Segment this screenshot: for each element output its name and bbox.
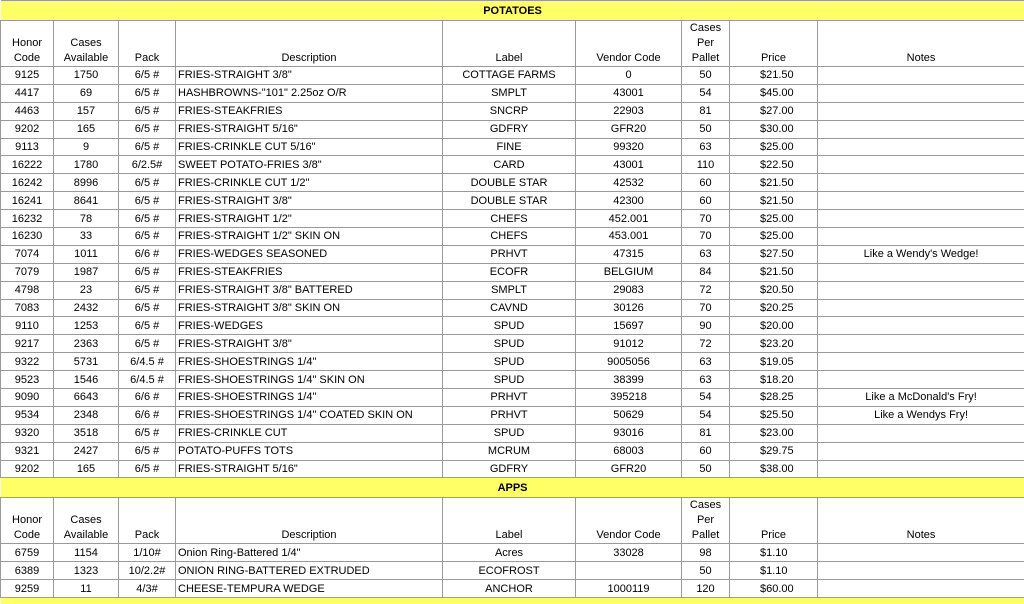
cell-cases-per-pallet: 50 xyxy=(682,120,730,138)
cell-price: $28.25 xyxy=(730,389,818,407)
cell-pack: 6/6 # xyxy=(119,389,176,407)
cell-label: COTTAGE FARMS xyxy=(443,67,576,85)
cell-label: PRHVT xyxy=(443,245,576,263)
cell-cases-available: 23 xyxy=(54,281,119,299)
section-title: POTATOES xyxy=(1,1,1024,21)
cell-notes xyxy=(818,156,1024,174)
cell-vendor-code: 50629 xyxy=(576,406,682,424)
cell-vendor-code: 9005056 xyxy=(576,353,682,371)
cell-honor-code: 16230 xyxy=(1,228,54,246)
cell-pack: 6/5 # xyxy=(119,84,176,102)
cell-vendor-code: 29083 xyxy=(576,281,682,299)
table-row xyxy=(1,299,1024,317)
cell-vendor-code: 452.001 xyxy=(576,210,682,228)
cell-label: ANCHOR xyxy=(443,580,576,598)
cell-label: PRHVT xyxy=(443,406,576,424)
cell-pack: 6/5 # xyxy=(119,299,176,317)
table-row xyxy=(1,192,1024,210)
cell-notes xyxy=(818,299,1024,317)
cell-vendor-code: GFR20 xyxy=(576,120,682,138)
cell-cases-per-pallet: 50 xyxy=(682,562,730,580)
cell-price: $19.05 xyxy=(730,353,818,371)
cell-cases-per-pallet: 63 xyxy=(682,138,730,156)
cell-label: GDFRY xyxy=(443,460,576,478)
cell-description: FRIES-CRINKLE CUT xyxy=(176,424,443,442)
cell-pack: 6/5 # xyxy=(119,67,176,85)
cell-description: FRIES-STRAIGHT 5/16" xyxy=(176,460,443,478)
table-row xyxy=(1,460,1024,478)
cell-label: ECOFROST xyxy=(443,562,576,580)
header-pack: Pack xyxy=(119,498,176,544)
header-label: Label xyxy=(443,498,576,544)
cell-notes xyxy=(818,580,1024,598)
cell-vendor-code: 93016 xyxy=(576,424,682,442)
cell-description: CHEESE-TEMPURA WEDGE xyxy=(176,580,443,598)
cell-description: FRIES-STRAIGHT 3/8" xyxy=(176,67,443,85)
header-honor-code: Honor Code xyxy=(1,498,54,544)
cell-description: FRIES-CRINKLE CUT 1/2" xyxy=(176,174,443,192)
header-cases-per-pallet: Cases Per Pallet xyxy=(682,21,730,67)
cell-notes xyxy=(818,192,1024,210)
cell-pack: 1/10# xyxy=(119,544,176,562)
header-cases-per-pallet: Cases Per Pallet xyxy=(682,498,730,544)
cell-honor-code: 6389 xyxy=(1,562,54,580)
cell-cases-available: 1987 xyxy=(54,263,119,281)
cell-cases-per-pallet: 90 xyxy=(682,317,730,335)
cell-cases-available: 78 xyxy=(54,210,119,228)
cell-notes xyxy=(818,335,1024,353)
cell-label: SPUD xyxy=(443,371,576,389)
cell-pack: 6/5 # xyxy=(119,210,176,228)
cell-label: CAVND xyxy=(443,299,576,317)
cell-notes xyxy=(818,544,1024,562)
cell-pack: 10/2.2# xyxy=(119,562,176,580)
cell-price: $20.00 xyxy=(730,317,818,335)
cell-cases-per-pallet: 50 xyxy=(682,67,730,85)
cell-cases-available: 165 xyxy=(54,120,119,138)
cell-cases-per-pallet: 63 xyxy=(682,245,730,263)
cell-label: SNCRP xyxy=(443,102,576,120)
header-price: Price xyxy=(730,498,818,544)
cell-cases-available: 165 xyxy=(54,460,119,478)
cell-price: $25.00 xyxy=(730,138,818,156)
cell-cases-available: 8641 xyxy=(54,192,119,210)
cell-label: SMPLT xyxy=(443,281,576,299)
cell-honor-code: 9125 xyxy=(1,67,54,85)
cell-notes xyxy=(818,353,1024,371)
table-row xyxy=(1,424,1024,442)
table-row xyxy=(1,84,1024,102)
cell-vendor-code: 43001 xyxy=(576,156,682,174)
header-description: Description xyxy=(176,21,443,67)
table-row xyxy=(1,442,1024,460)
cell-price: $25.00 xyxy=(730,228,818,246)
cell-description: FRIES-SHOESTRINGS 1/4" xyxy=(176,389,443,407)
cell-pack: 6/5 # xyxy=(119,120,176,138)
cell-price: $25.00 xyxy=(730,210,818,228)
cell-vendor-code: 38399 xyxy=(576,371,682,389)
header-cases-available: Cases Available xyxy=(54,498,119,544)
cell-honor-code: 16242 xyxy=(1,174,54,192)
cell-description: FRIES-STEAKFRIES xyxy=(176,102,443,120)
cell-vendor-code: 22903 xyxy=(576,102,682,120)
cell-description: SWEET POTATO-FRIES 3/8" xyxy=(176,156,443,174)
cell-honor-code: 4798 xyxy=(1,281,54,299)
cell-price: $1.10 xyxy=(730,562,818,580)
cell-description: FRIES-STRAIGHT 1/2" SKIN ON xyxy=(176,228,443,246)
cell-price: $21.50 xyxy=(730,263,818,281)
header-pack: Pack xyxy=(119,21,176,67)
cell-pack: 6/5 # xyxy=(119,460,176,478)
table-row xyxy=(1,371,1024,389)
table-row xyxy=(1,138,1024,156)
cell-honor-code: 9534 xyxy=(1,406,54,424)
cell-description: ONION RING-BATTERED EXTRUDED xyxy=(176,562,443,580)
cell-pack: 4/3# xyxy=(119,580,176,598)
header-vendor-code: Vendor Code xyxy=(576,21,682,67)
cell-vendor-code: 453.001 xyxy=(576,228,682,246)
cell-description: FRIES-STEAKFRIES xyxy=(176,263,443,281)
cell-price: $22.50 xyxy=(730,156,818,174)
cell-notes: Like a Wendys Fry! xyxy=(818,406,1024,424)
cell-honor-code: 9113 xyxy=(1,138,54,156)
cell-cases-available: 1546 xyxy=(54,371,119,389)
cell-description: Onion Ring-Battered 1/4" xyxy=(176,544,443,562)
cell-cases-per-pallet: 120 xyxy=(682,580,730,598)
cell-cases-per-pallet: 50 xyxy=(682,460,730,478)
cell-honor-code: 9321 xyxy=(1,442,54,460)
cell-honor-code: 9090 xyxy=(1,389,54,407)
cell-vendor-code: 68003 xyxy=(576,442,682,460)
cell-price: $21.50 xyxy=(730,67,818,85)
cell-pack: 6/5 # xyxy=(119,424,176,442)
section-header xyxy=(1,478,1024,498)
cell-vendor-code: 91012 xyxy=(576,335,682,353)
cell-vendor-code: 15697 xyxy=(576,317,682,335)
cell-cases-available: 8996 xyxy=(54,174,119,192)
cell-cases-available: 69 xyxy=(54,84,119,102)
table-row xyxy=(1,156,1024,174)
column-header-row xyxy=(1,21,1024,67)
cell-pack: 6/5 # xyxy=(119,192,176,210)
header-price: Price xyxy=(730,21,818,67)
cell-label: DOUBLE STAR xyxy=(443,192,576,210)
cell-cases-available: 1750 xyxy=(54,67,119,85)
cell-notes xyxy=(818,424,1024,442)
cell-vendor-code: 43001 xyxy=(576,84,682,102)
cell-label: SPUD xyxy=(443,317,576,335)
cell-label: PRHVT xyxy=(443,389,576,407)
cell-cases-per-pallet: 70 xyxy=(682,299,730,317)
cell-description: FRIES-STRAIGHT 3/8" SKIN ON xyxy=(176,299,443,317)
cell-pack: 6/4.5 # xyxy=(119,353,176,371)
table-row xyxy=(1,102,1024,120)
cell-cases-per-pallet: 110 xyxy=(682,156,730,174)
cell-notes xyxy=(818,371,1024,389)
table-row xyxy=(1,562,1024,580)
header-cases-available: Cases Available xyxy=(54,21,119,67)
cell-vendor-code: 33028 xyxy=(576,544,682,562)
cell-honor-code: 7079 xyxy=(1,263,54,281)
cell-label: SPUD xyxy=(443,335,576,353)
cell-price: $25.50 xyxy=(730,406,818,424)
cell-notes xyxy=(818,442,1024,460)
cell-pack: 6/5 # xyxy=(119,228,176,246)
cell-description: FRIES-CRINKLE CUT 5/16" xyxy=(176,138,443,156)
cell-description: FRIES-WEDGES SEASONED xyxy=(176,245,443,263)
cell-cases-per-pallet: 60 xyxy=(682,174,730,192)
cell-label: GDFRY xyxy=(443,120,576,138)
table-row xyxy=(1,120,1024,138)
cell-price: $38.00 xyxy=(730,460,818,478)
cell-price: $21.50 xyxy=(730,192,818,210)
table-row xyxy=(1,281,1024,299)
cell-cases-available: 11 xyxy=(54,580,119,598)
cell-notes xyxy=(818,174,1024,192)
cell-cases-available: 2348 xyxy=(54,406,119,424)
cell-cases-per-pallet: 54 xyxy=(682,406,730,424)
cell-cases-available: 5731 xyxy=(54,353,119,371)
cell-cases-per-pallet: 81 xyxy=(682,102,730,120)
cell-vendor-code: GFR20 xyxy=(576,460,682,478)
cell-vendor-code: 0 xyxy=(576,67,682,85)
cell-notes xyxy=(818,67,1024,85)
cell-notes xyxy=(818,281,1024,299)
cell-pack: 6/5 # xyxy=(119,263,176,281)
cell-cases-available: 2363 xyxy=(54,335,119,353)
cell-honor-code: 7083 xyxy=(1,299,54,317)
cell-price: $27.50 xyxy=(730,245,818,263)
cell-notes xyxy=(818,84,1024,102)
table-body xyxy=(1,1,1024,604)
cell-notes: Like a Wendy's Wedge! xyxy=(818,245,1024,263)
cell-vendor-code: 42532 xyxy=(576,174,682,192)
cell-price: $30.00 xyxy=(730,120,818,138)
cell-cases-per-pallet: 72 xyxy=(682,281,730,299)
cell-description: FRIES-STRAIGHT 3/8" xyxy=(176,335,443,353)
cell-cases-per-pallet: 63 xyxy=(682,353,730,371)
cell-cases-available: 6643 xyxy=(54,389,119,407)
cell-cases-per-pallet: 70 xyxy=(682,210,730,228)
cell-pack: 6/5 # xyxy=(119,138,176,156)
cell-label: FINE xyxy=(443,138,576,156)
cell-notes xyxy=(818,120,1024,138)
cell-description: FRIES-STRAIGHT 3/8" xyxy=(176,192,443,210)
cell-notes xyxy=(818,317,1024,335)
footer-band xyxy=(1,598,1024,604)
table-row xyxy=(1,228,1024,246)
cell-description: FRIES-STRAIGHT 3/8" BATTERED xyxy=(176,281,443,299)
cell-cases-per-pallet: 84 xyxy=(682,263,730,281)
cell-honor-code: 7074 xyxy=(1,245,54,263)
cell-notes xyxy=(818,460,1024,478)
table-row xyxy=(1,317,1024,335)
cell-vendor-code: 42300 xyxy=(576,192,682,210)
header-description: Description xyxy=(176,498,443,544)
cell-honor-code: 6759 xyxy=(1,544,54,562)
cell-label: SMPLT xyxy=(443,84,576,102)
cell-cases-available: 1253 xyxy=(54,317,119,335)
cell-honor-code: 9322 xyxy=(1,353,54,371)
cell-price: $1.10 xyxy=(730,544,818,562)
cell-vendor-code: 30126 xyxy=(576,299,682,317)
cell-cases-per-pallet: 70 xyxy=(682,228,730,246)
table-row xyxy=(1,245,1024,263)
cell-price: $23.00 xyxy=(730,424,818,442)
cell-honor-code: 9202 xyxy=(1,120,54,138)
cell-pack: 6/5 # xyxy=(119,281,176,299)
cell-honor-code: 9110 xyxy=(1,317,54,335)
cell-cases-per-pallet: 54 xyxy=(682,84,730,102)
cell-pack: 6/2.5# xyxy=(119,156,176,174)
cell-notes xyxy=(818,102,1024,120)
column-header-row xyxy=(1,498,1024,544)
header-label: Label xyxy=(443,21,576,67)
cell-label: CHEFS xyxy=(443,210,576,228)
cell-honor-code: 4417 xyxy=(1,84,54,102)
table-row xyxy=(1,335,1024,353)
cell-cases-available: 2427 xyxy=(54,442,119,460)
cell-notes xyxy=(818,138,1024,156)
cell-description: FRIES-SHOESTRINGS 1/4" COATED SKIN ON xyxy=(176,406,443,424)
header-honor-code: Honor Code xyxy=(1,21,54,67)
cell-cases-per-pallet: 63 xyxy=(682,371,730,389)
cell-vendor-code xyxy=(576,562,682,580)
cell-cases-available: 1323 xyxy=(54,562,119,580)
table-row xyxy=(1,406,1024,424)
cell-vendor-code: 47315 xyxy=(576,245,682,263)
cell-cases-available: 157 xyxy=(54,102,119,120)
cell-cases-per-pallet: 60 xyxy=(682,442,730,460)
table-row xyxy=(1,580,1024,598)
cell-pack: 6/5 # xyxy=(119,317,176,335)
table-row xyxy=(1,263,1024,281)
cell-honor-code: 9259 xyxy=(1,580,54,598)
cell-vendor-code: BELGIUM xyxy=(576,263,682,281)
cell-pack: 6/4.5 # xyxy=(119,371,176,389)
table-row xyxy=(1,389,1024,407)
section-header xyxy=(1,1,1024,21)
section-title: APPS xyxy=(1,478,1024,498)
cell-pack: 6/5 # xyxy=(119,102,176,120)
cell-label: DOUBLE STAR xyxy=(443,174,576,192)
cell-honor-code: 4463 xyxy=(1,102,54,120)
cell-description: FRIES-WEDGES xyxy=(176,317,443,335)
cell-price: $20.50 xyxy=(730,281,818,299)
cell-description: HASHBROWNS-"101" 2.25oz O/R xyxy=(176,84,443,102)
cell-pack: 6/5 # xyxy=(119,174,176,192)
cell-cases-per-pallet: 81 xyxy=(682,424,730,442)
cell-vendor-code: 99320 xyxy=(576,138,682,156)
cell-cases-available: 1154 xyxy=(54,544,119,562)
cell-price: $18.20 xyxy=(730,371,818,389)
cell-vendor-code: 395218 xyxy=(576,389,682,407)
cell-label: CARD xyxy=(443,156,576,174)
table-row xyxy=(1,174,1024,192)
header-notes: Notes xyxy=(818,498,1024,544)
cell-honor-code: 16241 xyxy=(1,192,54,210)
cell-price: $23.20 xyxy=(730,335,818,353)
cell-cases-available: 2432 xyxy=(54,299,119,317)
cell-price: $20.25 xyxy=(730,299,818,317)
cell-cases-available: 3518 xyxy=(54,424,119,442)
cell-price: $29.75 xyxy=(730,442,818,460)
cell-honor-code: 16232 xyxy=(1,210,54,228)
cell-pack: 6/6 # xyxy=(119,245,176,263)
cell-vendor-code: 1000119 xyxy=(576,580,682,598)
cell-price: $45.00 xyxy=(730,84,818,102)
cell-price: $27.00 xyxy=(730,102,818,120)
cell-description: POTATO-PUFFS TOTS xyxy=(176,442,443,460)
cell-cases-per-pallet: 54 xyxy=(682,389,730,407)
cell-notes xyxy=(818,228,1024,246)
table-row xyxy=(1,353,1024,371)
cell-cases-per-pallet: 98 xyxy=(682,544,730,562)
header-vendor-code: Vendor Code xyxy=(576,498,682,544)
table-row xyxy=(1,210,1024,228)
cell-cases-available: 1011 xyxy=(54,245,119,263)
cell-pack: 6/5 # xyxy=(119,442,176,460)
cell-label: SPUD xyxy=(443,424,576,442)
cell-description: FRIES-STRAIGHT 5/16" xyxy=(176,120,443,138)
cell-label: ECOFR xyxy=(443,263,576,281)
cell-description: FRIES-STRAIGHT 1/2" xyxy=(176,210,443,228)
cell-cases-available: 33 xyxy=(54,228,119,246)
cell-description: FRIES-SHOESTRINGS 1/4" SKIN ON xyxy=(176,371,443,389)
cell-cases-per-pallet: 72 xyxy=(682,335,730,353)
cell-honor-code: 9217 xyxy=(1,335,54,353)
cell-price: $60.00 xyxy=(730,580,818,598)
table-row xyxy=(1,67,1024,85)
cell-pack: 6/6 # xyxy=(119,406,176,424)
cell-notes xyxy=(818,210,1024,228)
cell-honor-code: 9523 xyxy=(1,371,54,389)
cell-notes: Like a McDonald's Fry! xyxy=(818,389,1024,407)
table-row xyxy=(1,544,1024,562)
cell-label: MCRUM xyxy=(443,442,576,460)
header-notes: Notes xyxy=(818,21,1024,67)
cell-cases-per-pallet: 60 xyxy=(682,192,730,210)
cell-honor-code: 9202 xyxy=(1,460,54,478)
cell-notes xyxy=(818,562,1024,580)
cell-honor-code: 9320 xyxy=(1,424,54,442)
cell-cases-available: 1780 xyxy=(54,156,119,174)
cell-notes xyxy=(818,263,1024,281)
cell-cases-available: 9 xyxy=(54,138,119,156)
cell-pack: 6/5 # xyxy=(119,335,176,353)
cell-label: SPUD xyxy=(443,353,576,371)
cell-price: $21.50 xyxy=(730,174,818,192)
cell-description: FRIES-SHOESTRINGS 1/4" xyxy=(176,353,443,371)
cell-label: CHEFS xyxy=(443,228,576,246)
cell-honor-code: 16222 xyxy=(1,156,54,174)
cell-label: Acres xyxy=(443,544,576,562)
